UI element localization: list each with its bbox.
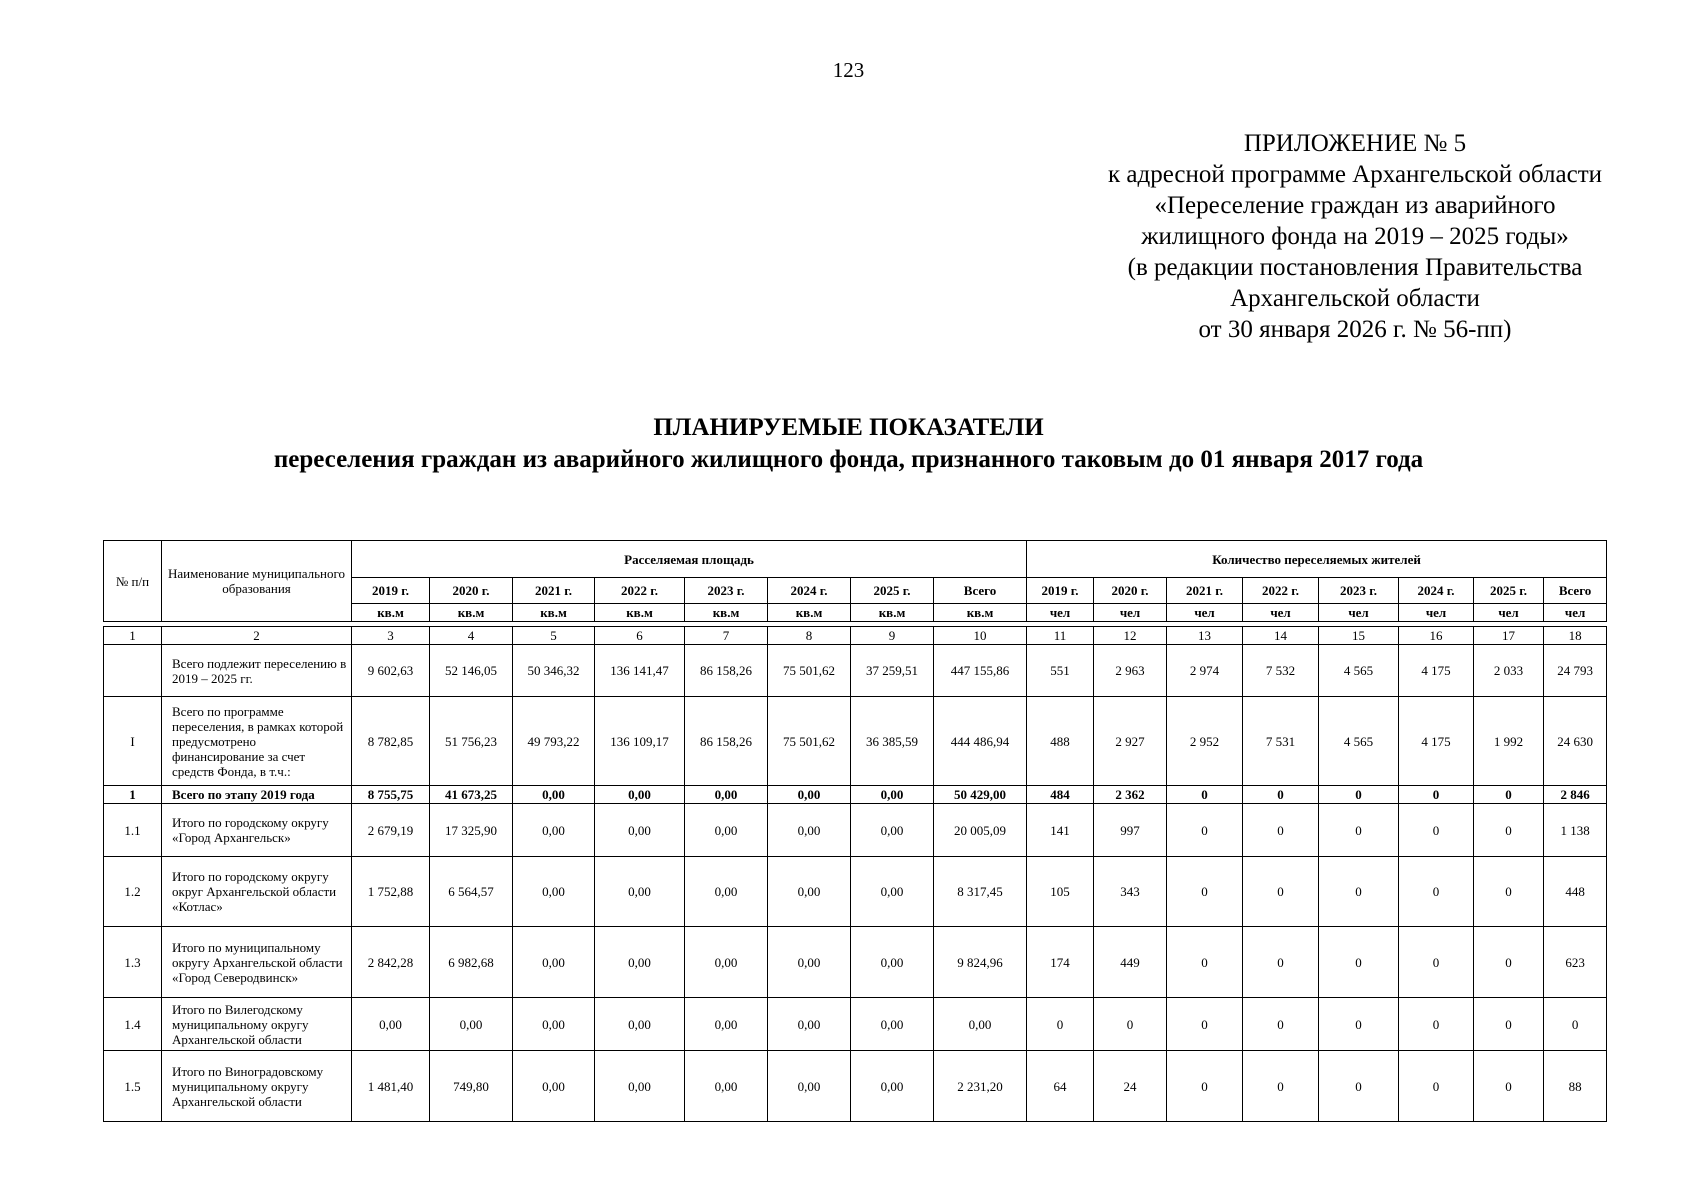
table-row (104, 927, 1607, 998)
people-value: 0 (1094, 998, 1167, 1051)
people-value: 0 (1399, 1051, 1474, 1122)
people-value: 1 138 (1544, 804, 1607, 857)
header-year: 2024 г. (1399, 578, 1474, 604)
row-number: 1.1 (104, 804, 162, 857)
table-row (104, 697, 1607, 786)
area-value: 1 752,88 (352, 857, 430, 927)
table-row (104, 786, 1607, 804)
area-value: 0,00 (513, 804, 595, 857)
header-unit: чел (1243, 604, 1319, 622)
header-unit: чел (1544, 604, 1607, 622)
area-value: 0,00 (595, 927, 685, 998)
people-value: 0 (1167, 927, 1243, 998)
area-value: 0,00 (851, 786, 934, 804)
page-number: 123 (832, 58, 865, 82)
row-number: 1.2 (104, 857, 162, 927)
area-value: 0,00 (851, 927, 934, 998)
column-number: 17 (1474, 627, 1544, 645)
area-value: 51 756,23 (430, 697, 513, 786)
row-name: Всего по этапу 2019 года (162, 786, 352, 804)
area-value: 0,00 (595, 804, 685, 857)
area-value: 50 346,32 (513, 645, 595, 697)
header-year: 2021 г. (1167, 578, 1243, 604)
people-value: 0 (1399, 927, 1474, 998)
area-value: 0,00 (768, 857, 851, 927)
people-value: 0 (1243, 998, 1319, 1051)
row-number: I (104, 697, 162, 786)
header-year: 2023 г. (685, 578, 768, 604)
area-value: 0,00 (851, 998, 934, 1051)
area-value: 0,00 (430, 998, 513, 1051)
column-number: 4 (430, 627, 513, 645)
people-value: 0 (1167, 857, 1243, 927)
people-value: 0 (1319, 804, 1399, 857)
header-year: 2020 г. (1094, 578, 1167, 604)
column-number: 14 (1243, 627, 1319, 645)
people-value: 7 532 (1243, 645, 1319, 697)
header-year: 2025 г. (1474, 578, 1544, 604)
title-line-2: переселения граждан из аварийного жилищного фонда, признанного таковым до 01 января 2017 года (273, 446, 1424, 473)
area-value: 0,00 (595, 998, 685, 1051)
area-value: 0,00 (513, 857, 595, 927)
header-unit: кв.м (768, 604, 851, 622)
header-year: 2021 г. (513, 578, 595, 604)
people-value: 24 630 (1544, 697, 1607, 786)
people-value: 449 (1094, 927, 1167, 998)
people-value: 0 (1243, 1051, 1319, 1122)
area-value: 0,00 (685, 786, 768, 804)
header-year: Всего (934, 578, 1027, 604)
area-value: 136 109,17 (595, 697, 685, 786)
header-unit: чел (1094, 604, 1167, 622)
column-number: 11 (1027, 627, 1094, 645)
people-value: 0 (1167, 998, 1243, 1051)
row-name: Итого по городскому округу округ Архангельской области «Котлас» (162, 857, 352, 927)
people-value: 0 (1319, 1051, 1399, 1122)
header-year: Всего (1544, 578, 1607, 604)
people-value: 4 175 (1399, 697, 1474, 786)
people-value: 4 565 (1319, 697, 1399, 786)
area-value: 1 481,40 (352, 1051, 430, 1122)
header-year: 2022 г. (1243, 578, 1319, 604)
people-value: 0 (1399, 786, 1474, 804)
column-number: 10 (934, 627, 1027, 645)
people-value: 2 952 (1167, 697, 1243, 786)
people-value: 64 (1027, 1051, 1094, 1122)
row-number: 1.4 (104, 998, 162, 1051)
people-value: 24 (1094, 1051, 1167, 1122)
header-unit: чел (1167, 604, 1243, 622)
people-value: 2 927 (1094, 697, 1167, 786)
people-value: 0 (1399, 857, 1474, 927)
header-unit: кв.м (851, 604, 934, 622)
row-name: Всего по программе переселения, в рамках которой предусмотрено финансирование за счет средств Фонда, в т.ч.: (162, 697, 352, 786)
header-no: № п/п (104, 541, 162, 622)
header-area-group: Расселяемая площадь (352, 541, 1027, 578)
header-unit: чел (1319, 604, 1399, 622)
appendix-line: к адресной программе Архангельской области (1107, 161, 1603, 188)
people-value: 0 (1474, 998, 1544, 1051)
people-value: 24 793 (1544, 645, 1607, 697)
appendix-line: «Переселение граждан из аварийного (1154, 192, 1556, 219)
column-number: 1 (104, 627, 162, 645)
area-value: 2 231,20 (934, 1051, 1027, 1122)
area-value: 75 501,62 (768, 697, 851, 786)
header-unit: чел (1027, 604, 1094, 622)
row-name: Итого по городскому округу «Город Архангельск» (162, 804, 352, 857)
area-value: 0,00 (851, 804, 934, 857)
column-number: 3 (352, 627, 430, 645)
people-value: 0 (1474, 1051, 1544, 1122)
people-value: 0 (1243, 927, 1319, 998)
row-number: 1 (104, 786, 162, 804)
column-number: 6 (595, 627, 685, 645)
column-number: 7 (685, 627, 768, 645)
area-value: 0,00 (595, 786, 685, 804)
column-number: 15 (1319, 627, 1399, 645)
area-value: 50 429,00 (934, 786, 1027, 804)
area-value: 0,00 (685, 998, 768, 1051)
area-value: 0,00 (768, 1051, 851, 1122)
table-row (104, 804, 1607, 857)
people-value: 0 (1474, 804, 1544, 857)
header-unit: кв.м (595, 604, 685, 622)
area-value: 20 005,09 (934, 804, 1027, 857)
table-row (104, 998, 1607, 1051)
column-number: 18 (1544, 627, 1607, 645)
header-unit: кв.м (430, 604, 513, 622)
header-row-groups (104, 541, 1607, 578)
header-unit: кв.м (513, 604, 595, 622)
area-value: 36 385,59 (851, 697, 934, 786)
people-value: 488 (1027, 697, 1094, 786)
row-name: Итого по Вилегодскому муниципальному округу Архангельской области (162, 998, 352, 1051)
header-year: 2019 г. (1027, 578, 1094, 604)
area-value: 2 842,28 (352, 927, 430, 998)
people-value: 0 (1399, 804, 1474, 857)
area-value: 447 155,86 (934, 645, 1027, 697)
people-value: 88 (1544, 1051, 1607, 1122)
header-year: 2025 г. (851, 578, 934, 604)
area-value: 17 325,90 (430, 804, 513, 857)
area-value: 75 501,62 (768, 645, 851, 697)
people-value: 551 (1027, 645, 1094, 697)
people-value: 623 (1544, 927, 1607, 998)
people-value: 997 (1094, 804, 1167, 857)
people-value: 2 974 (1167, 645, 1243, 697)
area-value: 0,00 (685, 1051, 768, 1122)
appendix-line: Архангельской области (1230, 285, 1480, 312)
area-value: 41 673,25 (430, 786, 513, 804)
appendix-line: (в редакции постановления Правительства (1127, 254, 1583, 281)
people-value: 2 963 (1094, 645, 1167, 697)
area-value: 8 755,75 (352, 786, 430, 804)
people-value: 0 (1167, 786, 1243, 804)
appendix-line: ПРИЛОЖЕНИЕ № 5 (1243, 130, 1467, 157)
column-number: 9 (851, 627, 934, 645)
document-title (0, 412, 1697, 476)
area-value: 0,00 (768, 804, 851, 857)
people-value: 141 (1027, 804, 1094, 857)
row-name: Всего подлежит переселению в 2019 – 2025 гг. (162, 645, 352, 697)
people-value: 484 (1027, 786, 1094, 804)
area-value: 52 146,05 (430, 645, 513, 697)
row-number (104, 645, 162, 697)
area-value: 0,00 (685, 927, 768, 998)
area-value: 6 982,68 (430, 927, 513, 998)
appendix-block (1070, 128, 1640, 345)
people-value: 0 (1474, 927, 1544, 998)
people-value: 7 531 (1243, 697, 1319, 786)
people-value: 2 033 (1474, 645, 1544, 697)
header-unit: чел (1474, 604, 1544, 622)
area-value: 0,00 (934, 998, 1027, 1051)
area-value: 8 317,45 (934, 857, 1027, 927)
area-value: 49 793,22 (513, 697, 595, 786)
people-value: 2 846 (1544, 786, 1607, 804)
area-value: 0,00 (685, 857, 768, 927)
area-value: 9 824,96 (934, 927, 1027, 998)
area-value: 0,00 (768, 998, 851, 1051)
area-value: 444 486,94 (934, 697, 1027, 786)
appendix-line: жилищного фонда на 2019 – 2025 годы» (1141, 223, 1569, 250)
people-value: 174 (1027, 927, 1094, 998)
people-value: 0 (1474, 786, 1544, 804)
people-value: 1 992 (1474, 697, 1544, 786)
column-number: 2 (162, 627, 352, 645)
people-value: 0 (1319, 857, 1399, 927)
people-value: 343 (1094, 857, 1167, 927)
people-value: 105 (1027, 857, 1094, 927)
area-value: 0,00 (768, 927, 851, 998)
people-value: 0 (1319, 998, 1399, 1051)
header-year: 2020 г. (430, 578, 513, 604)
header-year: 2019 г. (352, 578, 430, 604)
area-value: 0,00 (851, 857, 934, 927)
area-value: 0,00 (513, 1051, 595, 1122)
area-value: 2 679,19 (352, 804, 430, 857)
people-value: 0 (1243, 857, 1319, 927)
area-value: 0,00 (685, 804, 768, 857)
table-row (104, 857, 1607, 927)
area-value: 0,00 (595, 857, 685, 927)
area-value: 136 141,47 (595, 645, 685, 697)
people-value: 0 (1319, 927, 1399, 998)
header-unit: кв.м (934, 604, 1027, 622)
row-number: 1.5 (104, 1051, 162, 1122)
area-value: 0,00 (595, 1051, 685, 1122)
area-value: 0,00 (513, 927, 595, 998)
header-name: Наименование муниципального образования (162, 541, 352, 622)
header-unit: кв.м (352, 604, 430, 622)
people-value: 0 (1243, 804, 1319, 857)
table-row (104, 645, 1607, 697)
header-year: 2023 г. (1319, 578, 1399, 604)
people-value: 2 362 (1094, 786, 1167, 804)
people-value: 0 (1474, 857, 1544, 927)
area-value: 9 602,63 (352, 645, 430, 697)
header-year: 2022 г. (595, 578, 685, 604)
people-value: 4 565 (1319, 645, 1399, 697)
people-value: 0 (1399, 998, 1474, 1051)
area-value: 0,00 (352, 998, 430, 1051)
row-name: Итого по Виноградовскому муниципальному округу Архангельской области (162, 1051, 352, 1122)
column-number: 12 (1094, 627, 1167, 645)
header-unit: чел (1399, 604, 1474, 622)
area-value: 0,00 (768, 786, 851, 804)
area-value: 6 564,57 (430, 857, 513, 927)
area-value: 749,80 (430, 1051, 513, 1122)
people-value: 4 175 (1399, 645, 1474, 697)
header-row-numbers (104, 627, 1607, 645)
row-name: Итого по муниципальному округу Архангельской области «Город Северодвинск» (162, 927, 352, 998)
column-number: 8 (768, 627, 851, 645)
area-value: 0,00 (513, 998, 595, 1051)
area-value: 86 158,26 (685, 645, 768, 697)
table-row (104, 1051, 1607, 1122)
header-people-group: Количество переселяемых жителей (1027, 541, 1607, 578)
area-value: 37 259,51 (851, 645, 934, 697)
column-number: 16 (1399, 627, 1474, 645)
row-number: 1.3 (104, 927, 162, 998)
indicators-table (103, 540, 1607, 1122)
people-value: 0 (1167, 804, 1243, 857)
area-value: 86 158,26 (685, 697, 768, 786)
area-value: 0,00 (513, 786, 595, 804)
header-year: 2024 г. (768, 578, 851, 604)
header-unit: кв.м (685, 604, 768, 622)
people-value: 448 (1544, 857, 1607, 927)
people-value: 0 (1027, 998, 1094, 1051)
column-number: 5 (513, 627, 595, 645)
area-value: 8 782,85 (352, 697, 430, 786)
column-number: 13 (1167, 627, 1243, 645)
title-line-1: ПЛАНИРУЕМЫЕ ПОКАЗАТЕЛИ (653, 414, 1044, 441)
people-value: 0 (1167, 1051, 1243, 1122)
people-value: 0 (1544, 998, 1607, 1051)
people-value: 0 (1243, 786, 1319, 804)
area-value: 0,00 (851, 1051, 934, 1122)
appendix-line: от 30 января 2026 г. № 56-пп) (1198, 316, 1512, 343)
people-value: 0 (1319, 786, 1399, 804)
